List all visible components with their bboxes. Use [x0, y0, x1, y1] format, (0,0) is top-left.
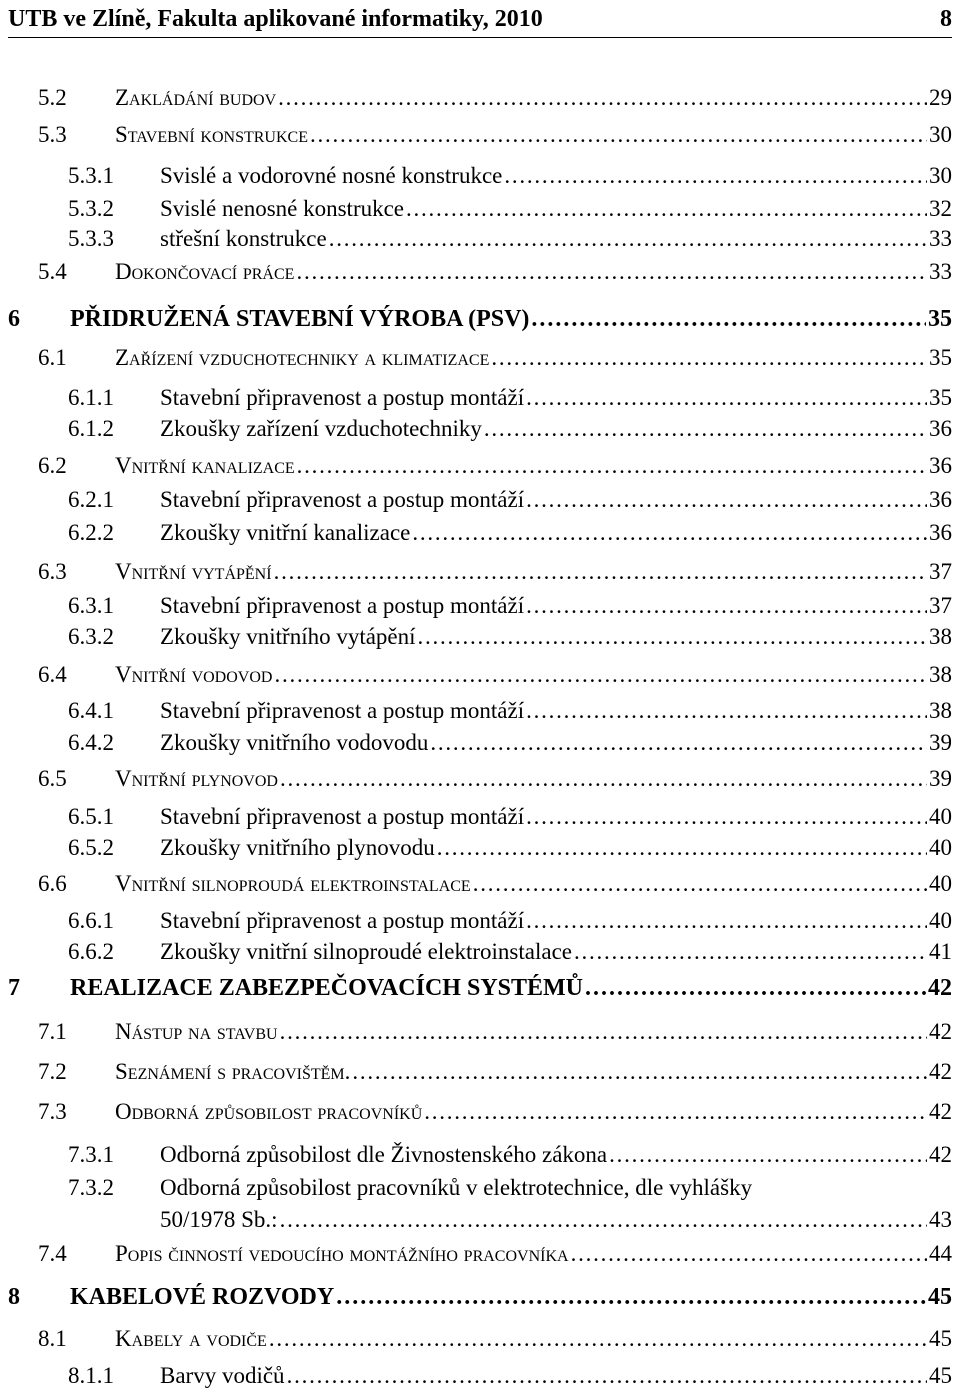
toc-entry[interactable] — [0, 121, 952, 149]
toc-entry-title: Popis činností vedoucího montážního pracovníka — [115, 1241, 569, 1266]
toc-entry-title: Vnitřní vodovod — [115, 662, 273, 687]
toc-entry[interactable] — [0, 803, 952, 831]
toc-entry-page: 43 — [929, 1207, 952, 1232]
dot-leader — [526, 384, 927, 412]
dot-leader — [585, 974, 926, 1002]
dot-leader — [352, 1058, 927, 1086]
toc-entry-number: 8 — [8, 1284, 20, 1310]
toc-entry[interactable] — [0, 974, 952, 1002]
toc-entry-number: 7 — [8, 975, 20, 1001]
dot-leader — [531, 305, 926, 333]
toc-entry-page: 42 — [929, 1019, 952, 1044]
toc-entry-title: Vnitřní vytápění — [115, 559, 272, 584]
dot-leader — [418, 623, 927, 651]
dot-leader — [571, 1240, 927, 1268]
toc-entry-title: Vnitřní plynovod — [115, 766, 278, 791]
toc-entry-title: Stavební připravenost a postup montáží — [160, 385, 525, 410]
toc-entry-number: 6.5 — [38, 766, 67, 791]
toc-entry[interactable] — [0, 258, 952, 286]
toc-entry-page: 33 — [929, 226, 952, 251]
toc-entry[interactable] — [0, 195, 952, 223]
dot-leader — [430, 729, 927, 757]
toc-entry-number: 6.1.1 — [68, 385, 114, 410]
toc-entry-number: 6.1.2 — [68, 416, 114, 441]
toc-entry-title: Zkoušky vnitřního vodovodu — [160, 730, 429, 755]
toc-entry-page: 42 — [929, 1099, 952, 1124]
toc-entry-page: 42 — [928, 975, 952, 1001]
dot-leader — [296, 258, 927, 286]
toc-entry[interactable] — [0, 1174, 952, 1232]
toc-entry-title: Odborná způsobilost dle Živnostenského zákona — [160, 1142, 608, 1167]
dot-leader — [574, 938, 927, 966]
dot-leader — [412, 519, 927, 547]
toc-entry-number: 6.3.2 — [68, 624, 114, 649]
dot-leader — [278, 84, 927, 112]
toc-entry-page: 45 — [929, 1363, 952, 1388]
toc-entry[interactable] — [0, 519, 952, 547]
toc-entry[interactable] — [0, 558, 952, 586]
toc-entry-number: 6.2.2 — [68, 520, 114, 545]
toc-entry-number: 5.3 — [38, 122, 67, 147]
page-number: 8 — [940, 6, 952, 32]
toc-entry-title: Odborná způsobilost pracovníků — [115, 1099, 423, 1124]
toc-entry-page: 45 — [928, 1284, 952, 1310]
toc-entry-page: 37 — [929, 559, 952, 584]
toc-entry-title: Zkoušky zařízení vzduchotechniky — [160, 416, 482, 441]
toc-entry-number: 6.4.2 — [68, 730, 114, 755]
toc-entry-title: Stavební připravenost a postup montáží — [160, 698, 525, 723]
dot-leader — [526, 907, 927, 935]
toc-entry-number: 6.5.2 — [68, 835, 114, 860]
dot-leader — [504, 162, 927, 190]
toc-entry-page: 40 — [929, 908, 952, 933]
toc-entry[interactable] — [0, 305, 952, 333]
toc-entry-page: 39 — [929, 766, 952, 791]
toc-entry[interactable] — [0, 938, 952, 966]
toc-entry[interactable] — [0, 415, 952, 443]
toc-entry-page: 38 — [929, 624, 952, 649]
toc-entry-page: 35 — [928, 306, 952, 332]
toc-entry-page: 35 — [929, 345, 952, 370]
toc-entry-page: 42 — [929, 1142, 952, 1167]
toc-entry-title: Stavební připravenost a postup montáží — [160, 487, 525, 512]
toc-entry[interactable] — [0, 1141, 952, 1169]
toc-entry[interactable] — [0, 907, 952, 935]
toc-entry-number: 5.3.2 — [68, 196, 114, 221]
toc-entry-title: Svislé a vodorovné nosné konstrukce — [160, 163, 503, 188]
dot-leader — [526, 803, 927, 831]
toc-entry-title: Kabely a vodiče — [115, 1326, 267, 1351]
toc-entry[interactable] — [0, 1283, 952, 1311]
header-title: UTB ve Zlíně, Fakulta aplikované informatiky, 2010 — [8, 6, 543, 32]
toc-entry[interactable] — [0, 1325, 952, 1353]
toc-entry-page: 36 — [929, 520, 952, 545]
toc-entry-number: 6.4.1 — [68, 698, 114, 723]
toc-entry-title: Zakládání budov — [115, 85, 277, 110]
toc-entry-title-continuation: 50/1978 Sb.: — [160, 1207, 278, 1232]
toc-entry-page: 32 — [929, 196, 952, 221]
toc-entry-page: 37 — [929, 593, 952, 618]
toc-entry-title: Barvy vodičů — [160, 1363, 285, 1388]
dot-leader — [280, 1018, 927, 1046]
toc-entry[interactable] — [0, 1018, 952, 1046]
toc-entry[interactable] — [0, 697, 952, 725]
toc-entry-number: 6.4 — [38, 662, 67, 687]
toc-entry-page: 36 — [929, 416, 952, 441]
dot-leader — [269, 1325, 927, 1353]
dot-leader — [280, 765, 927, 793]
dot-leader — [336, 1283, 926, 1311]
toc-entry-number: 7.2 — [38, 1059, 67, 1084]
toc-entry-number: 6.3 — [38, 559, 67, 584]
toc-entry-page: 29 — [929, 85, 952, 110]
toc-entry-page: 42 — [929, 1059, 952, 1084]
dot-leader — [526, 592, 927, 620]
toc-entry-page: 44 — [929, 1241, 952, 1266]
dot-leader — [473, 870, 927, 898]
toc-entry-page: 40 — [929, 835, 952, 860]
dot-leader — [274, 661, 927, 689]
dot-leader — [437, 834, 927, 862]
dot-leader — [484, 415, 927, 443]
toc-entry-number: 7.3 — [38, 1099, 67, 1124]
toc-entry[interactable] — [0, 225, 952, 253]
toc-entry-title: Stavební konstrukce — [115, 122, 308, 147]
toc-entry-number: 7.3.2 — [68, 1175, 114, 1200]
toc-entry-page: 35 — [929, 385, 952, 410]
toc-entry-title: Seznámení s pracovištěm. — [115, 1059, 351, 1084]
dot-leader — [609, 1141, 927, 1169]
toc-entry-number: 6.2 — [38, 453, 67, 478]
dot-leader — [406, 195, 927, 223]
dot-leader — [297, 452, 927, 480]
toc-entry[interactable] — [0, 1058, 952, 1086]
toc-entry[interactable] — [0, 162, 952, 190]
toc-entry[interactable] — [0, 384, 952, 412]
toc-entry-page: 30 — [929, 163, 952, 188]
toc-entry[interactable] — [0, 592, 952, 620]
toc-entry[interactable] — [0, 729, 952, 757]
toc-entry-title: PŘIDRUŽENÁ STAVEBNÍ VÝROBA (PSV) — [70, 306, 530, 332]
toc-entry-title: Nástup na stavbu — [115, 1019, 278, 1044]
dot-leader — [329, 225, 927, 253]
toc-entry-title: Zkoušky vnitřního plynovodu — [160, 835, 435, 860]
toc-entry-number: 5.2 — [38, 85, 67, 110]
toc-entry-title: Zkoušky vnitřní kanalizace — [160, 520, 411, 545]
dot-leader — [287, 1362, 927, 1390]
toc-entry-page: 38 — [929, 698, 952, 723]
toc-entry-number: 5.3.3 — [68, 226, 114, 251]
toc-entry[interactable] — [0, 834, 952, 862]
toc-entry[interactable] — [0, 1362, 952, 1390]
toc-entry-title: Zkoušky vnitřního vytápění — [160, 624, 416, 649]
dot-leader — [491, 344, 927, 372]
toc-entry-title: Zařízení vzduchotechniky a klimatizace — [115, 345, 490, 370]
toc-entry-page: 36 — [929, 453, 952, 478]
toc-entry-title: Svislé nenosné konstrukce — [160, 196, 405, 221]
toc-entry-number: 6.6 — [38, 871, 67, 896]
toc-entry-title: Zkoušky vnitřní silnoproudé elektroinstalace — [160, 939, 572, 964]
toc-entry-page: 40 — [929, 804, 952, 829]
toc-entry[interactable] — [0, 765, 952, 793]
toc-entry-page: 36 — [929, 487, 952, 512]
toc-entry-page: 38 — [929, 662, 952, 687]
toc-entry[interactable] — [0, 623, 952, 651]
toc-entry[interactable] — [0, 344, 952, 372]
toc-entry-number: 6.1 — [38, 345, 67, 370]
toc-entry-page: 39 — [929, 730, 952, 755]
toc-entry-number: 7.3.1 — [68, 1142, 114, 1167]
dot-leader — [526, 697, 927, 725]
toc-entry-number: 7.4 — [38, 1241, 67, 1266]
toc-entry-page: 40 — [929, 871, 952, 896]
toc-entry-title: REALIZACE ZABEZPEČOVACÍCH SYSTÉMŮ — [70, 975, 583, 1001]
toc-entry-number: 6 — [8, 306, 20, 332]
toc-entry-number: 5.4 — [38, 259, 67, 284]
toc-entry-number: 6.6.2 — [68, 939, 114, 964]
toc-entry-number: 6.5.1 — [68, 804, 114, 829]
toc-entry-number: 5.3.1 — [68, 163, 114, 188]
toc-entry-title: střešní konstrukce — [160, 226, 327, 251]
toc-entry-number: 6.2.1 — [68, 487, 114, 512]
toc-entry-title: Vnitřní kanalizace — [115, 453, 295, 478]
toc-entry-number: 8.1 — [38, 1326, 67, 1351]
toc-entry-title: Stavební připravenost a postup montáží — [160, 804, 525, 829]
toc-entry-title: Dokončovací práce — [115, 259, 295, 284]
dot-leader — [424, 1098, 927, 1126]
toc-entry[interactable] — [0, 1098, 952, 1126]
toc-entry[interactable] — [0, 661, 952, 689]
toc-entry-title: Stavební připravenost a postup montáží — [160, 593, 525, 618]
toc-entry[interactable] — [0, 870, 952, 898]
toc-entry-number: 7.1 — [38, 1019, 67, 1044]
toc-entry[interactable] — [0, 486, 952, 514]
toc-entry[interactable] — [0, 452, 952, 480]
dot-leader — [310, 121, 927, 149]
toc-entry-number: 6.6.1 — [68, 908, 114, 933]
dot-leader — [280, 1206, 927, 1234]
toc-entry-title: Stavební připravenost a postup montáží — [160, 908, 525, 933]
toc-entry-title: Odborná způsobilost pracovníků v elektrotechnice, dle vyhlášky — [160, 1175, 753, 1200]
toc-entry[interactable] — [0, 1240, 952, 1268]
dot-leader — [526, 486, 927, 514]
toc-entry-number: 6.3.1 — [68, 593, 114, 618]
dot-leader — [274, 558, 927, 586]
toc-entry-page: 41 — [929, 939, 952, 964]
toc-entry-number: 8.1.1 — [68, 1363, 114, 1388]
toc-entry-page: 30 — [929, 122, 952, 147]
toc-entry-title: Vnitřní silnoproudá elektroinstalace — [115, 871, 471, 896]
toc-entry-page: 45 — [929, 1326, 952, 1351]
toc-entry-page: 33 — [929, 259, 952, 284]
toc-entry[interactable] — [0, 84, 952, 112]
toc-entry-title: KABELOVÉ ROZVODY — [70, 1284, 335, 1310]
